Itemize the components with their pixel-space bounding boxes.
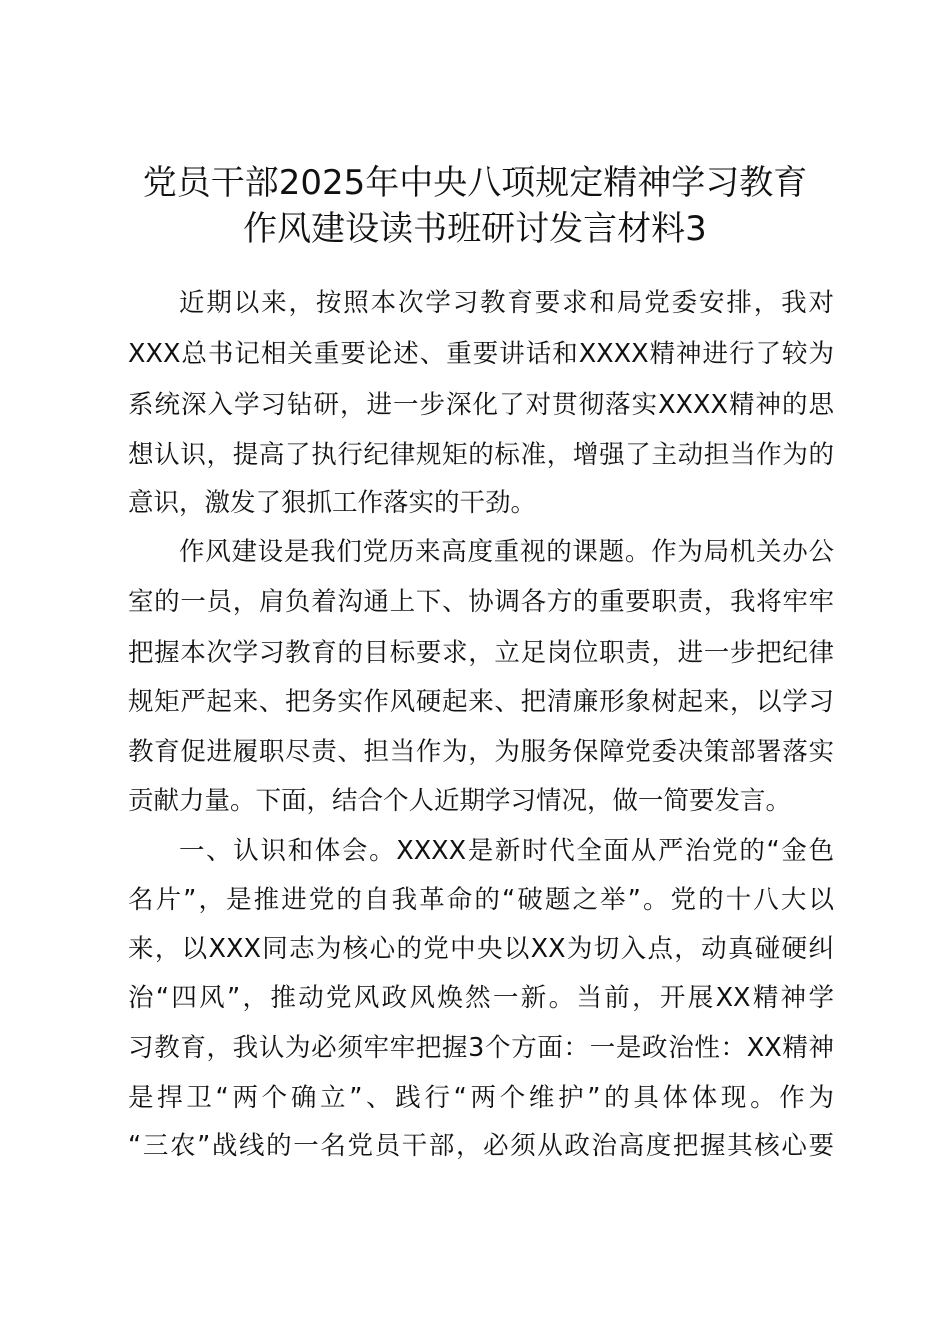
paragraph-2-line-2: 室的一员，肩负着沟通上下、协调各方的重要职责，我将牢牢: [128, 587, 834, 617]
paragraph-3-line-3: 来，以XXX同志为核心的党中央以XX为切入点，动真碰硬纠: [128, 934, 834, 964]
paragraph-2-line-1: 作风建设是我们党历来高度重视的课题。作为局机关办公: [179, 537, 834, 567]
paragraph-2-line-3: 把握本次学习教育的目标要求，立足岗位职责，进一步把纪律: [128, 638, 834, 668]
paragraph-2-line-4: 规矩严起来、把务实作风硬起来、把清廉形象树起来，以学习: [128, 687, 834, 717]
paragraph-1-line-2: XXX总书记相关重要论述、重要讲话和XXXX精神进行了较为: [128, 339, 834, 369]
paragraph-3-line-2: 名片”，是推进党的自我革命的“破题之举”。党的十八大以: [128, 885, 834, 915]
paragraph-3-line-1: 一、认识和体会。XXXX是新时代全面从严治党的“金色: [179, 836, 834, 866]
paragraph-1-line-4: 想认识，提高了执行纪律规矩的标准，增强了主动担当作为的: [128, 440, 834, 470]
document-title-line-1: 党员干部2025年中央八项规定精神学习教育: [142, 163, 808, 203]
paragraph-1-line-5: 意识，激发了狠抓工作落实的干劲。: [128, 488, 537, 518]
document-title-line-2: 作风建设读书班研讨发言材料3: [243, 209, 707, 249]
paragraph-3-line-4: 治“四风”，推动党风政风焕然一新。当前，开展XX精神学: [128, 983, 834, 1013]
paragraph-3-line-7: “三农”战线的一名党员干部，必须从政治高度把握其核心要: [128, 1131, 834, 1161]
paragraph-1-line-3: 系统深入学习钻研，进一步深化了对贯彻落实XXXX精神的思: [128, 390, 834, 420]
paragraph-3-line-5: 习教育，我认为必须牢牢把握3个方面：一是政治性：XX精神: [128, 1033, 834, 1063]
paragraph-2-line-6: 贡献力量。下面，结合个人近期学习情况，做一简要发言。: [128, 786, 792, 816]
paragraph-1-line-1: 近期以来，按照本次学习教育要求和局党委安排，我对: [179, 288, 834, 318]
paragraph-3-line-6: 是捍卫“两个确立”、践行“两个维护”的具体体现。作为: [128, 1083, 834, 1113]
paragraph-2-line-5: 教育促进履职尽责、担当作为，为服务保障党委决策部署落实: [128, 737, 834, 767]
